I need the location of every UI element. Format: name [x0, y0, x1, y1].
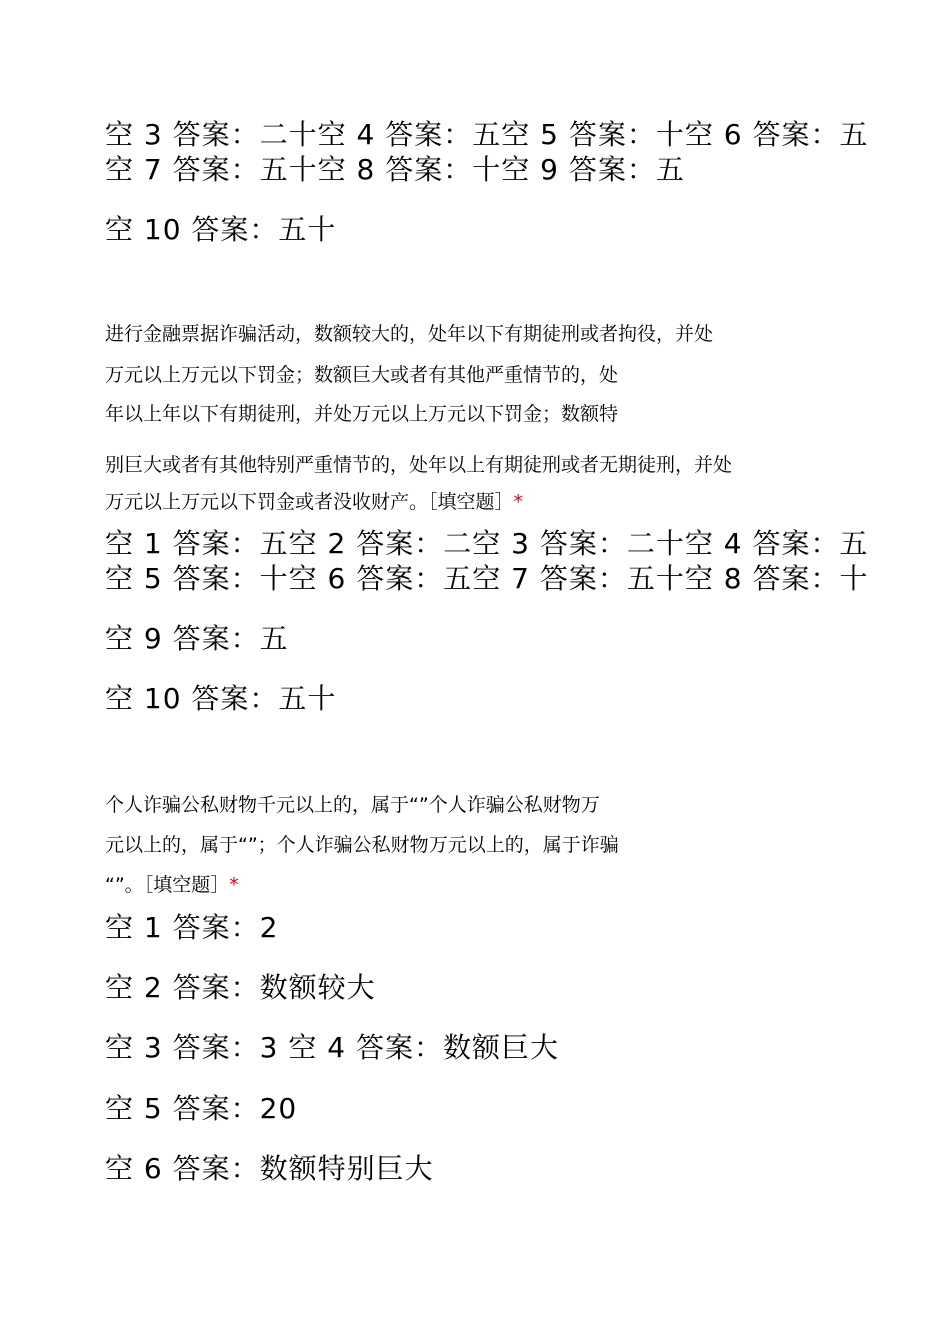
answer-line: 空 7 答案：五十空 8 答案：十空 9 答案：五 — [105, 153, 685, 186]
question-line: 元以上的，属于“”；个人诈骗公私财物万元以上的，属于诈骗 — [105, 834, 619, 856]
answer-line: 空 10 答案：五十 — [105, 682, 337, 715]
question-last-line — [105, 870, 239, 897]
question-line: 进行金融票据诈骗活动，数额较大的，处年以下有期徒刑或者拘役，并处 — [105, 323, 714, 345]
answer-line: 空 3 答案：二十空 4 答案：五空 5 答案：十空 6 答案：五 — [105, 118, 869, 151]
answer-line: 空 6 答案：数额特别巨大 — [105, 1152, 434, 1185]
question-text: “”。 — [105, 874, 144, 896]
answer-line: 空 5 答案：十空 6 答案：五空 7 答案：五十空 8 答案：十 — [105, 562, 869, 595]
question-line: 别巨大或者有其他特别严重情节的，处年以上有期徒刑或者无期徒刑，并处 — [105, 454, 733, 476]
question-type-tag: ［填空题］ — [143, 874, 230, 896]
answer-line: 空 3 答案：3 空 4 答案：数额巨大 — [105, 1031, 559, 1064]
answer-line: 空 2 答案：数额较大 — [105, 971, 376, 1004]
question-last-line — [105, 487, 523, 514]
answer-line: 空 10 答案：五十 — [105, 213, 337, 246]
question-type-tag: ［填空题］ — [428, 491, 514, 513]
question-line: 个人诈骗公私财物千元以上的，属于“”个人诈骗公私财物万 — [105, 794, 600, 816]
question-line: 万元以上万元以下罚金；数额巨大或者有其他严重情节的，处 — [105, 364, 619, 386]
answer-line: 空 1 答案：2 — [105, 911, 279, 944]
answer-line: 空 9 答案：五 — [105, 622, 289, 655]
answer-line: 空 5 答案：20 — [105, 1092, 298, 1125]
question-text: 万元以上万元以下罚金或者没收财产。 — [105, 491, 429, 513]
required-mark: * — [229, 874, 239, 896]
required-mark: * — [513, 491, 524, 513]
answer-line: 空 1 答案：五空 2 答案：二空 3 答案：二十空 4 答案：五 — [105, 527, 869, 560]
question-line: 年以上年以下有期徒刑，并处万元以上万元以下罚金；数额特 — [105, 403, 619, 425]
